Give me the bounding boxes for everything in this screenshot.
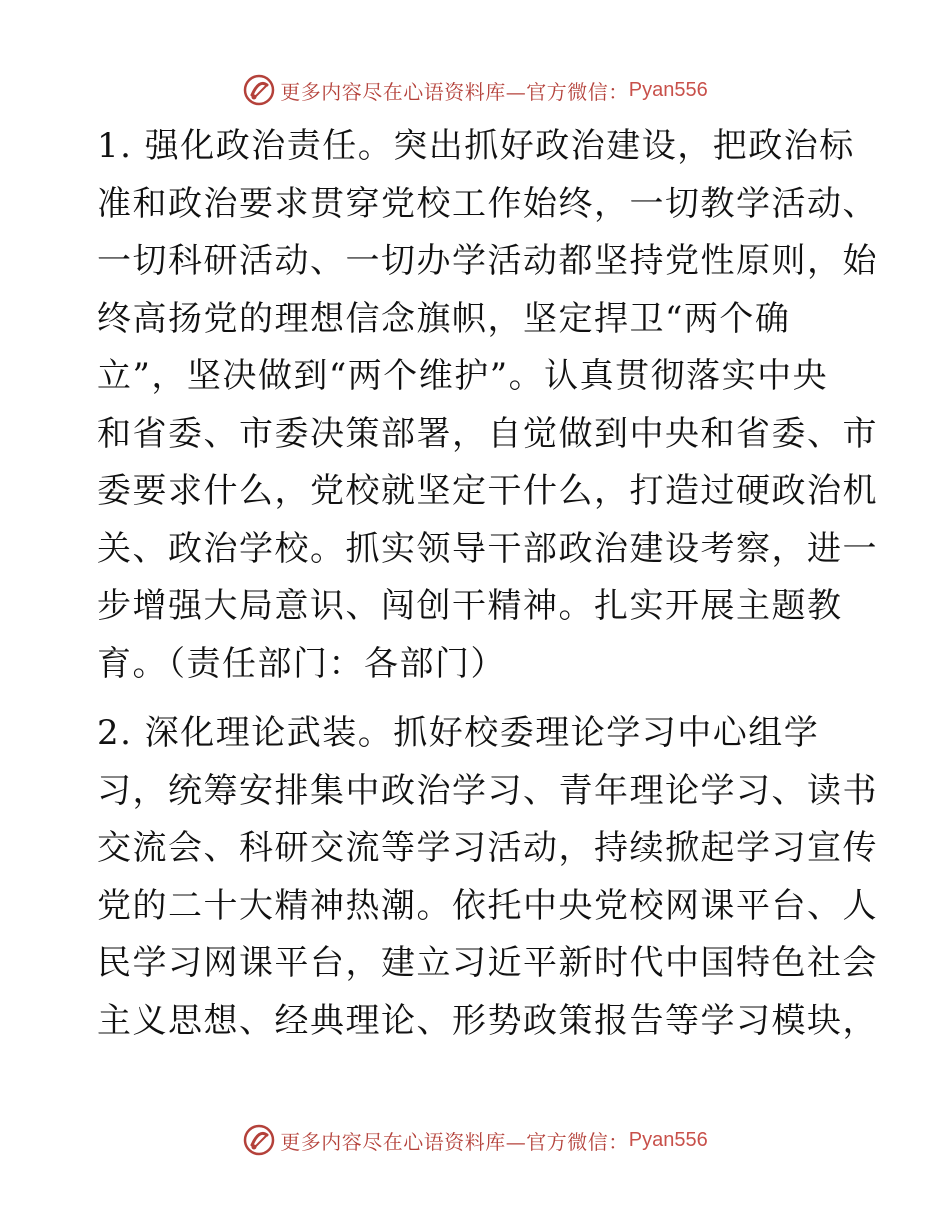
text-line: 立”，坚决做到“两个维护”。认真贯彻落实中央	[97, 356, 829, 396]
text-line: 主义思想、经典理论、形势政策报告等学习模块，	[97, 1000, 878, 1041]
text-line: 准和政治要求贯穿党校工作始终，一切教学活动、	[97, 183, 878, 224]
text-line: 步增强大局意识、闯创干精神。扎实开展主题教	[97, 586, 843, 626]
text-line: 育。（责任部门：各部门）	[97, 643, 506, 684]
document-body	[97, 118, 878, 1050]
text-line: 关、政治学校。抓实领导干部政治建设考察，进一	[97, 528, 878, 569]
text-line: 委要求什么，党校就坚定干什么，打造过硬政治机	[97, 471, 878, 511]
text-line: 和省委、市委决策部署，自觉做到中央和省委、市	[97, 413, 878, 454]
paragraph-2	[97, 705, 878, 1050]
banner-wechat-id: Pyan556	[628, 78, 708, 101]
banner-text: 更多内容尽在心语资料库—官方微信：	[280, 1129, 629, 1154]
text-line: 终高扬党的理想信念旗帜，坚定捍卫“两个确	[97, 298, 791, 339]
logo-icon	[242, 1123, 276, 1157]
text-line: 民学习网课平台，建立习近平新时代中国特色社会	[97, 943, 878, 983]
text-line: 交流会、科研交流等学习活动，持续掀起学习宣传	[97, 828, 878, 868]
logo-icon	[242, 73, 276, 107]
text-line: 2. 深化理论武装。抓好校委理论学习中心组学	[97, 713, 820, 753]
banner-text: 更多内容尽在心语资料库—官方微信：	[280, 79, 629, 104]
text-line: 习，统筹安排集中政治学习、青年理论学习、读书	[97, 770, 878, 811]
paragraph-1	[97, 118, 878, 693]
text-line: 党的二十大精神热潮。依托中央党校网课平台、人	[97, 885, 878, 926]
footer-watermark-banner	[0, 1122, 950, 1158]
banner-wechat-id: Pyan556	[628, 1128, 708, 1151]
text-line: 1. 强化政治责任。突出抓好政治建设，把政治标	[97, 126, 855, 166]
header-watermark-banner	[0, 72, 950, 108]
text-line: 一切科研活动、一切办学活动都坚持党性原则，始	[97, 241, 878, 281]
